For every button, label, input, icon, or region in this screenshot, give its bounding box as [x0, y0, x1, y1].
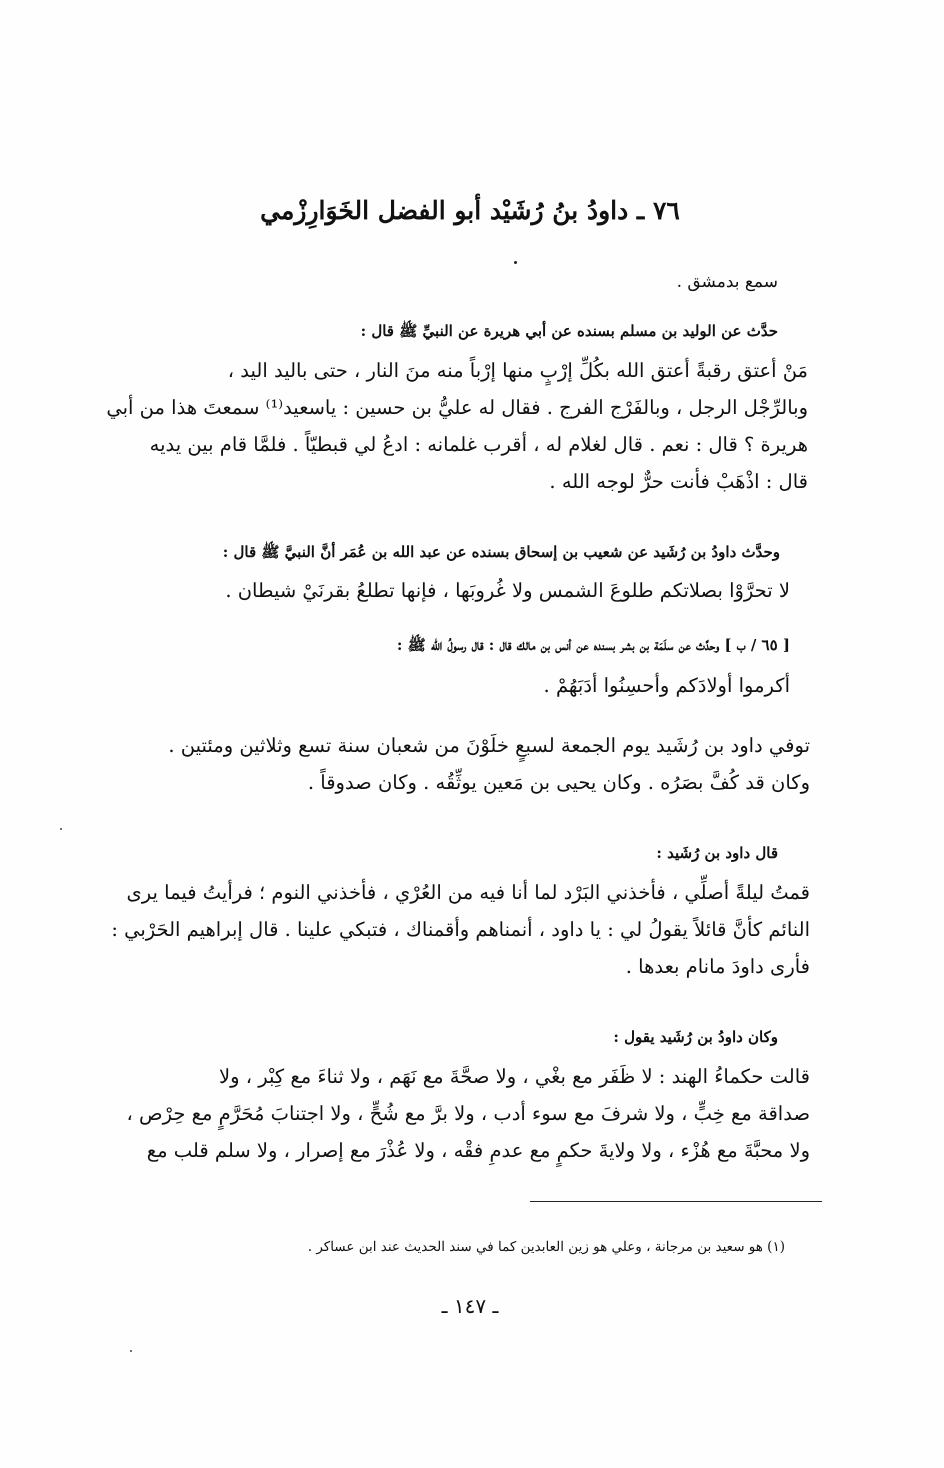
death-notice	[130, 727, 810, 801]
dream-line: قمتُ ليلةً أصلِّي ، فأخذني البَرْد لما أنا فيه من العُرْي ، فأخذني النوم ؛ فرأيتُ فيما يرى	[126, 881, 810, 904]
hadith1-line: قال : اذْهَبْ فأنت حرٌّ لوجه الله .	[549, 470, 808, 493]
hadith1-line: وبالرِّجْل الرجل ، وبالفَرْج الفرج . فقال له عليُّ بن حسين : ياسعيد⁽¹⁾ سمعتَ هذا من أبي	[106, 396, 808, 419]
hadith1-isnad: حدَّث عن الوليد بن مسلم بسنده عن أبي هريرة عن النبيِّ ﷺ قال :	[360, 322, 778, 340]
scan-speck	[130, 1350, 132, 1352]
hadith1-line: مَنْ أعتق رقبةً أعتق الله بكُلِّ إرْبٍ منها إرْباً منه منَ النار ، حتى باليد اليد ،	[227, 359, 808, 382]
saying-line: قالت حكماءُ الهند : لا ظَفَر مع بغْي ، ولا صحَّةَ مع نَهَم ، ولا ثناءَ مع كِبْر ، ولا	[218, 1065, 810, 1088]
footnote-separator	[530, 1201, 822, 1202]
stray-dot	[514, 261, 517, 264]
hadith2-text: لا تحرَّوْا بصلاتكم طلوعَ الشمس ولا غُروبَها ، فإنها تطلعُ بقرنَيْ شيطان .	[225, 579, 790, 602]
dream-line: النائم كأنَّ قائلاً يقولُ لي : يا داود ، أنمناهم وأقمناك ، فتبكي علينا . قال إبراهيم الحَرْبي :	[111, 918, 810, 941]
page-number: ـ ١٤٧ ـ	[441, 1294, 499, 1318]
hadith3-text: أكرموا أولادَكم وأحسِنُوا أدَبَهُمْ .	[543, 674, 790, 697]
saying-line: ولا محبَّةَ مع هُزْء ، ولا ولايةَ حكمٍ مع عدمِ فقْه ، ولا عُذْرَ مع إصرار ، ولا سلم قلب مع	[146, 1139, 810, 1162]
dream-text	[111, 874, 810, 985]
entry-title: ٧٦ ـ داودُ بنُ رُشَيْد أبو الفضل الخَوَارِزْمي	[260, 196, 680, 225]
death-line: توفي داود بن رُشَيد يوم الجمعة لسبعٍ خلَوْنَ من شعبان سنة تسع وثلاثين ومئتين .	[168, 734, 810, 757]
hadith3-isnad: [ ٦٥ / ب ] وحدَّث عن سلَمَة بن بشر بسنده عن أنس بن مالك قال : قال رسولُ الله ﷺ :	[396, 636, 790, 654]
hadith1-line: هريرة ؟ قال : نعم . قال لغلام له ، أقرب غلمانه : ادعُ لي قبطيّاً . فلمَّا قام بين يديه	[149, 433, 808, 456]
saying-line: صداقة مع خِبٍّ ، ولا شرفَ مع سوء أدب ، ولا برَّ مع شُحٍّ ، ولا اجتنابَ مُحَرَّمٍ مع حِرْص ،	[126, 1102, 810, 1125]
dream-line: فأرى داودَ مانام بعدها .	[625, 955, 810, 978]
hadith2-isnad: وحدَّث داودُ بن رُشَيد عن شعيب بن إسحاق بسنده عن عبد الله بن عُمَر أنَّ النبيَّ ﷺ قال :	[222, 543, 780, 561]
saying-isnad: وكان داودُ بن رُشَيد يقول :	[613, 1028, 778, 1046]
saying-text	[126, 1058, 810, 1169]
intro-line: سمع بدمشق .	[676, 272, 778, 292]
hadith1-text	[106, 352, 808, 500]
scan-speck	[60, 828, 62, 830]
dream-isnad: قال داود بن رُشَيد :	[656, 844, 778, 862]
footnote: (١) هو سعيد بن مرجانة ، وعلي هو زين العابدين كما في سند الحديث عند ابن عساكر .	[307, 1239, 785, 1255]
death-line: وكان قد كُفَّ بصَرُه . وكان يحيى بن مَعين يوثِّقُه . وكان صدوقاً .	[307, 771, 810, 794]
